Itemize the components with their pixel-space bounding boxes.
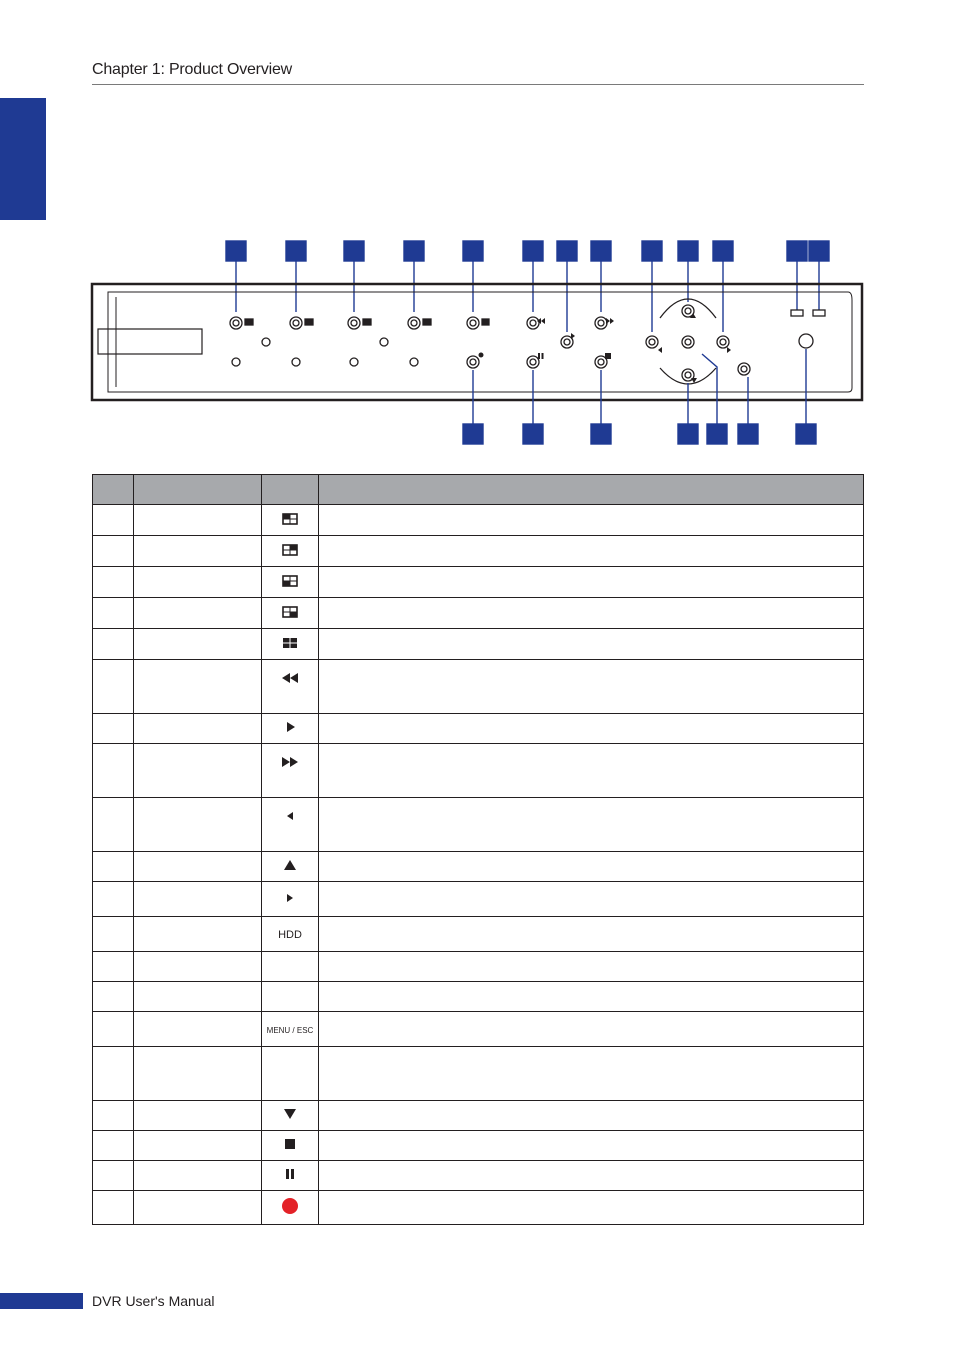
callout-marker: [642, 241, 662, 261]
description-cell: [319, 882, 864, 917]
table-row: [93, 536, 864, 567]
callout-marker: [738, 424, 758, 444]
number-cell: [93, 505, 134, 536]
number-cell: [93, 982, 134, 1012]
header-cell: [93, 475, 134, 505]
number-cell: [93, 1101, 134, 1131]
number-cell: [93, 798, 134, 852]
name-cell: [134, 505, 262, 536]
description-cell: [319, 598, 864, 629]
table-row: [93, 744, 864, 798]
callout-marker: [344, 241, 364, 261]
symbol-cell: [262, 952, 319, 982]
right-icon: [284, 893, 296, 907]
callout-marker: [591, 424, 611, 444]
symbol-cell: [262, 629, 319, 660]
name-cell: [134, 882, 262, 917]
number-cell: [93, 1131, 134, 1161]
symbol-cell: [262, 660, 319, 714]
description-cell: [319, 505, 864, 536]
callout-marker: [463, 424, 483, 444]
description-cell: [319, 982, 864, 1012]
header-cell: [134, 475, 262, 505]
symbol-label: HDD: [278, 929, 302, 941]
callout-marker: [591, 241, 611, 261]
description-cell: [319, 917, 864, 952]
description-cell: [319, 1131, 864, 1161]
table-row: [93, 1131, 864, 1161]
symbol-cell: [262, 1101, 319, 1131]
play-icon: [284, 722, 296, 736]
description-cell: [319, 629, 864, 660]
table-row: [93, 1161, 864, 1191]
symbol-cell: [262, 714, 319, 744]
table-row: [93, 852, 864, 882]
description-cell: [319, 1012, 864, 1047]
table-body: [93, 505, 864, 1225]
callout-marker: [809, 241, 829, 261]
callout-marker: [523, 241, 543, 261]
name-cell: [134, 1012, 262, 1047]
name-cell: [134, 567, 262, 598]
number-cell: [93, 714, 134, 744]
quad-4-icon: [282, 607, 298, 621]
name-cell: [134, 952, 262, 982]
table-row: [93, 1047, 864, 1101]
name-cell: [134, 744, 262, 798]
symbol-cell: [262, 744, 319, 798]
record-icon: [281, 1204, 299, 1218]
description-cell: [319, 714, 864, 744]
name-cell: [134, 1101, 262, 1131]
fast-forward-icon: [281, 757, 299, 771]
number-cell: [93, 567, 134, 598]
description-cell: [319, 567, 864, 598]
rewind-icon: [281, 673, 299, 687]
table-row: [93, 598, 864, 629]
number-cell: [93, 598, 134, 629]
description-cell: [319, 1101, 864, 1131]
button-function-table: [92, 474, 864, 1225]
table-row: [93, 798, 864, 852]
number-cell: [93, 1191, 134, 1225]
up-icon: [283, 860, 297, 874]
quad-2-icon: [282, 545, 298, 559]
symbol-cell: [262, 1161, 319, 1191]
description-cell: [319, 660, 864, 714]
symbol-label: MENU / ESC: [266, 1026, 314, 1035]
name-cell: [134, 1131, 262, 1161]
name-cell: [134, 917, 262, 952]
number-cell: [93, 882, 134, 917]
name-cell: [134, 852, 262, 882]
dvr-front-panel-diagram: [0, 0, 954, 460]
name-cell: [134, 798, 262, 852]
front-buttons: [230, 299, 825, 384]
symbol-cell: [262, 505, 319, 536]
callout-marker: [226, 241, 246, 261]
panel-body: [92, 284, 862, 400]
callout-marker: [796, 424, 816, 444]
callout-marker: [678, 424, 698, 444]
description-cell: [319, 952, 864, 982]
symbol-cell: [262, 1047, 319, 1101]
callout-marker: [404, 241, 424, 261]
description-cell: [319, 798, 864, 852]
callout-markers-top: [226, 241, 829, 332]
display-window: [98, 329, 202, 354]
symbol-cell: [262, 917, 319, 952]
chapter-title: Chapter 1: Product Overview: [92, 61, 293, 78]
header-cell: [319, 475, 864, 505]
symbol-cell: [262, 536, 319, 567]
description-cell: [319, 1047, 864, 1101]
name-cell: [134, 629, 262, 660]
symbol-cell: [262, 882, 319, 917]
number-cell: [93, 629, 134, 660]
footer-manual-name: DVR User's Manual: [92, 1293, 215, 1309]
description-cell: [319, 1191, 864, 1225]
callout-marker: [787, 241, 807, 261]
name-cell: [134, 1161, 262, 1191]
number-cell: [93, 744, 134, 798]
number-cell: [93, 536, 134, 567]
table-row: [93, 505, 864, 536]
quad-3-icon: [282, 576, 298, 590]
symbol-cell: [262, 798, 319, 852]
number-cell: [93, 1012, 134, 1047]
quad-1-icon: [282, 514, 298, 528]
symbol-cell: [262, 982, 319, 1012]
callout-marker: [713, 241, 733, 261]
symbol-cell: [262, 1131, 319, 1161]
quad-all-icon: [282, 638, 298, 652]
name-cell: [134, 598, 262, 629]
table-row: [93, 629, 864, 660]
callout-marker: [463, 241, 483, 261]
down-icon: [283, 1109, 297, 1123]
name-cell: [134, 982, 262, 1012]
description-cell: [319, 852, 864, 882]
table-row: [93, 567, 864, 598]
name-cell: [134, 1047, 262, 1101]
number-cell: [93, 917, 134, 952]
callout-marker: [678, 241, 698, 261]
name-cell: [134, 1191, 262, 1225]
table-row: [93, 982, 864, 1012]
header-cell: [262, 475, 319, 505]
stop-icon: [284, 1139, 296, 1153]
symbol-cell: [262, 1012, 319, 1047]
description-cell: [319, 536, 864, 567]
table-header-row: [93, 475, 864, 505]
pause-icon: [284, 1169, 296, 1183]
name-cell: [134, 536, 262, 567]
callout-marker: [557, 241, 577, 261]
footer-bar: [0, 1293, 83, 1309]
callout-marker: [286, 241, 306, 261]
number-cell: [93, 852, 134, 882]
name-cell: [134, 714, 262, 744]
callout-markers-bottom: [463, 349, 816, 444]
table-row: [93, 1191, 864, 1225]
table-row: [93, 660, 864, 714]
table-row: [93, 1012, 864, 1047]
table-row: [93, 917, 864, 952]
table-row: [93, 882, 864, 917]
table-row: [93, 714, 864, 744]
symbol-cell: [262, 852, 319, 882]
table-row: [93, 1101, 864, 1131]
number-cell: [93, 660, 134, 714]
symbol-cell: [262, 598, 319, 629]
number-cell: [93, 1047, 134, 1101]
description-cell: [319, 1161, 864, 1191]
name-cell: [134, 660, 262, 714]
callout-marker: [707, 424, 727, 444]
left-icon: [284, 811, 296, 825]
callout-marker: [523, 424, 543, 444]
number-cell: [93, 1161, 134, 1191]
number-cell: [93, 952, 134, 982]
description-cell: [319, 744, 864, 798]
symbol-cell: [262, 1191, 319, 1225]
symbol-cell: [262, 567, 319, 598]
table-row: [93, 952, 864, 982]
